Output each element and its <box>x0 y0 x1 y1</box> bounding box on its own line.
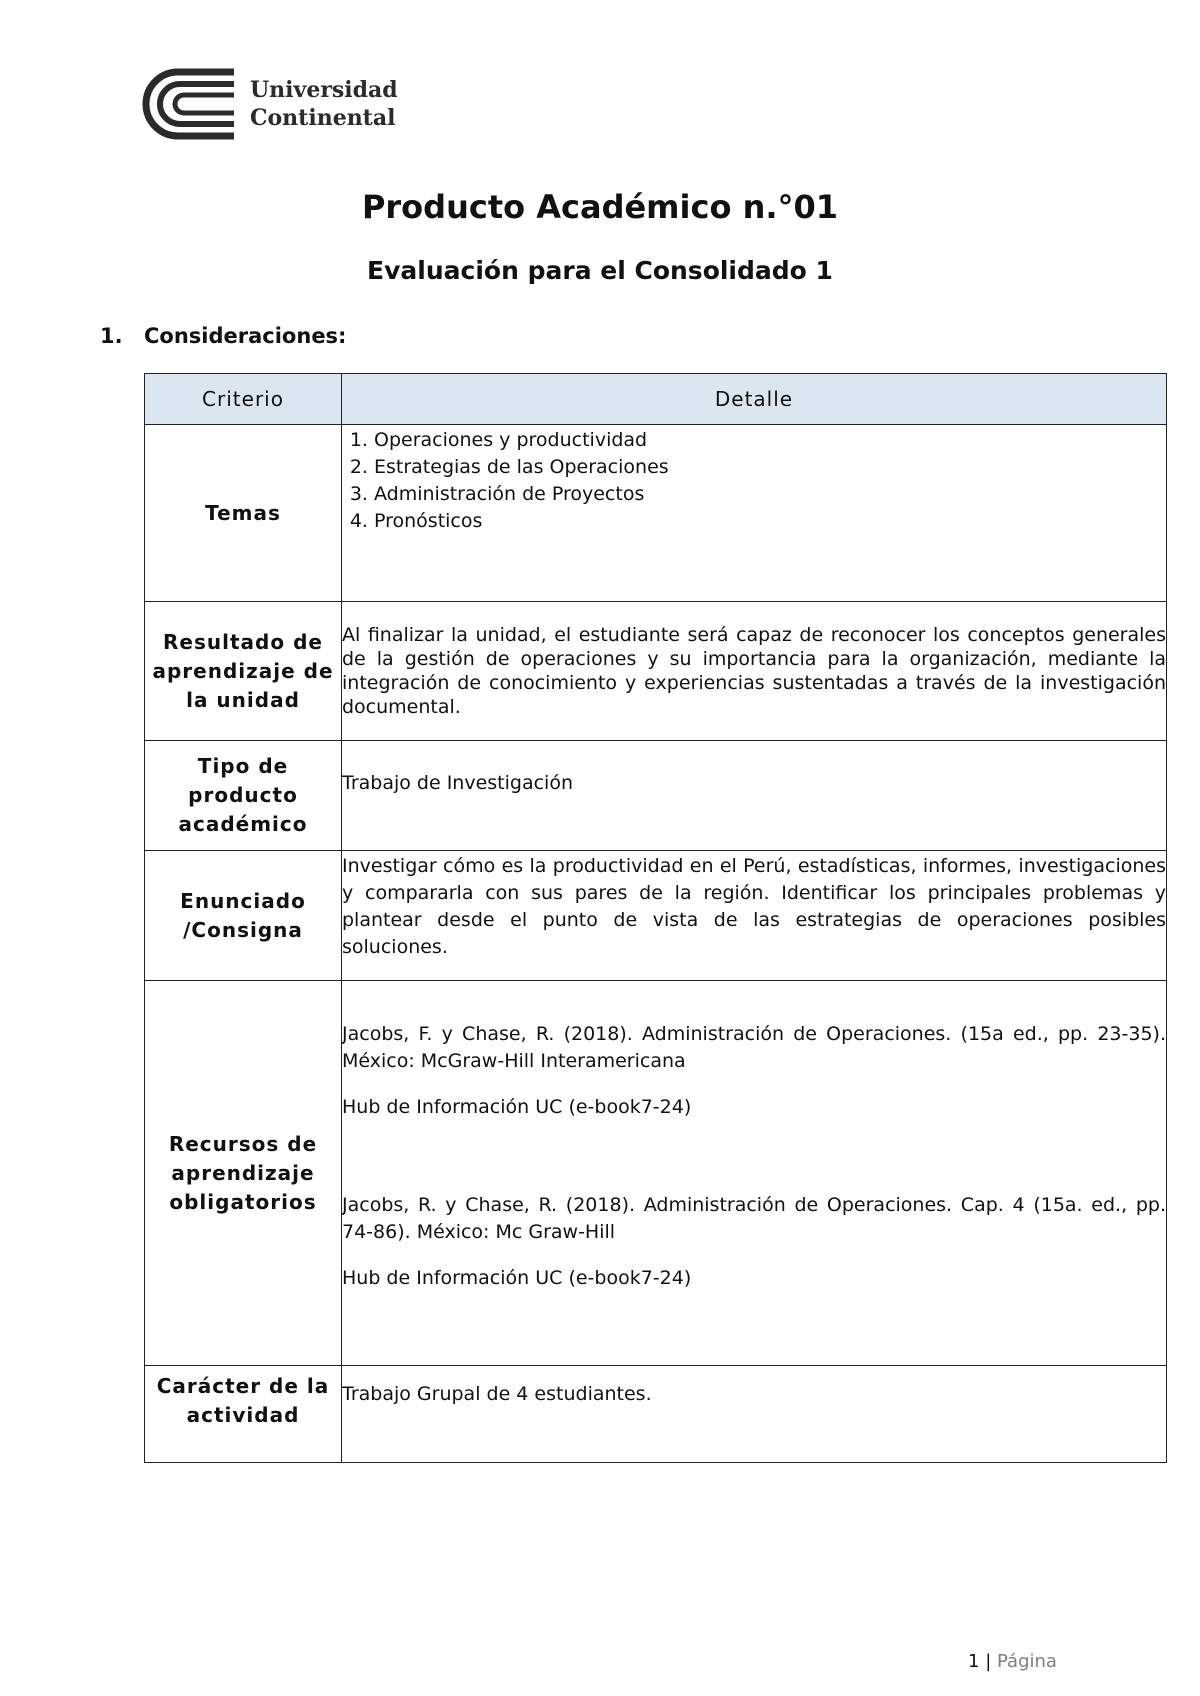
logo-line-2: Continental <box>250 105 396 131</box>
reference-2: Jacobs, R. y Chase, R. (2018). Administración de Operaciones. Cap. 4 (15a. ed., pp. 74-86). México: Mc Graw-Hill <box>342 1194 1166 1243</box>
detalle-caracter: Trabajo Grupal de 4 estudiantes. <box>342 1366 1167 1463</box>
detalle-temas <box>342 425 1167 602</box>
hub-link-2: Hub de Información UC (e-book7-24) <box>342 1267 692 1289</box>
page-number: 1 <box>968 1651 980 1672</box>
table-row-recursos <box>145 981 1167 1366</box>
list-item: 4. Pronósticos <box>374 508 1166 535</box>
hub-link-1: Hub de Información UC (e-book7-24) <box>342 1096 692 1118</box>
footer-separator: | <box>985 1651 992 1672</box>
detalle-resultado: Al finalizar la unidad, el estudiante será capaz de reconocer los conceptos generales de la gestión de operaciones y su importancia para la organización, mediante la integración de conocimiento y experiencias sustentadas a través de la investigación documental. <box>342 602 1167 741</box>
detalle-tipo: Trabajo de Investigación <box>342 741 1167 851</box>
document-title: Producto Académico n.°01 <box>361 188 839 226</box>
logo-line-1: Universidad <box>250 77 398 103</box>
temas-list <box>342 427 1166 535</box>
criterio-enunciado: Enunciado /Consigna <box>145 851 342 981</box>
document-subtitle: Evaluación para el Consolidado 1 <box>367 256 833 285</box>
header-criterio: Criterio <box>145 374 342 425</box>
table-row-temas <box>145 425 1167 602</box>
criterio-recursos: Recursos de aprendizaje obligatorios <box>145 981 342 1366</box>
criterio-temas: Temas <box>145 425 342 602</box>
university-logo <box>142 68 402 140</box>
section-heading <box>100 324 346 348</box>
criterio-caracter: Carácter de la actividad <box>145 1366 342 1463</box>
detalle-enunciado: Investigar cómo es la productividad en el Perú, estadísticas, informes, investigaciones y compararla con sus pares de la región. Identificar los principales problemas y plantear desde el punto de vista de las estrategias de operaciones posibles soluciones. <box>342 851 1167 981</box>
criterio-resultado: Resultado de aprendizaje de la unidad <box>145 602 342 741</box>
considerations-table <box>144 373 1167 1463</box>
page-label: Página <box>997 1651 1057 1672</box>
list-item: 2. Estrategias de las Operaciones <box>374 454 1166 481</box>
table-row-tipo <box>145 741 1167 851</box>
list-item: 1. Operaciones y productividad <box>374 427 1166 454</box>
table-row-enunciado <box>145 851 1167 981</box>
header-detalle: Detalle <box>342 374 1167 425</box>
table-row-caracter <box>145 1366 1167 1463</box>
table-header-row <box>145 374 1167 425</box>
reference-1: Jacobs, F. y Chase, R. (2018). Administración de Operaciones. (15a ed., pp. 23-35). México: McGraw-Hill Interamericana <box>342 1023 1166 1072</box>
section-label: Consideraciones: <box>144 324 347 348</box>
table-row-resultado <box>145 602 1167 741</box>
logo-wordmark <box>250 76 398 132</box>
section-number: 1. <box>100 324 123 348</box>
list-item: 3. Administración de Proyectos <box>374 481 1166 508</box>
uc-logo-mark-icon <box>142 68 238 140</box>
detalle-recursos <box>342 981 1167 1366</box>
page-footer <box>968 1651 1057 1672</box>
criterio-tipo: Tipo de producto académico <box>145 741 342 851</box>
